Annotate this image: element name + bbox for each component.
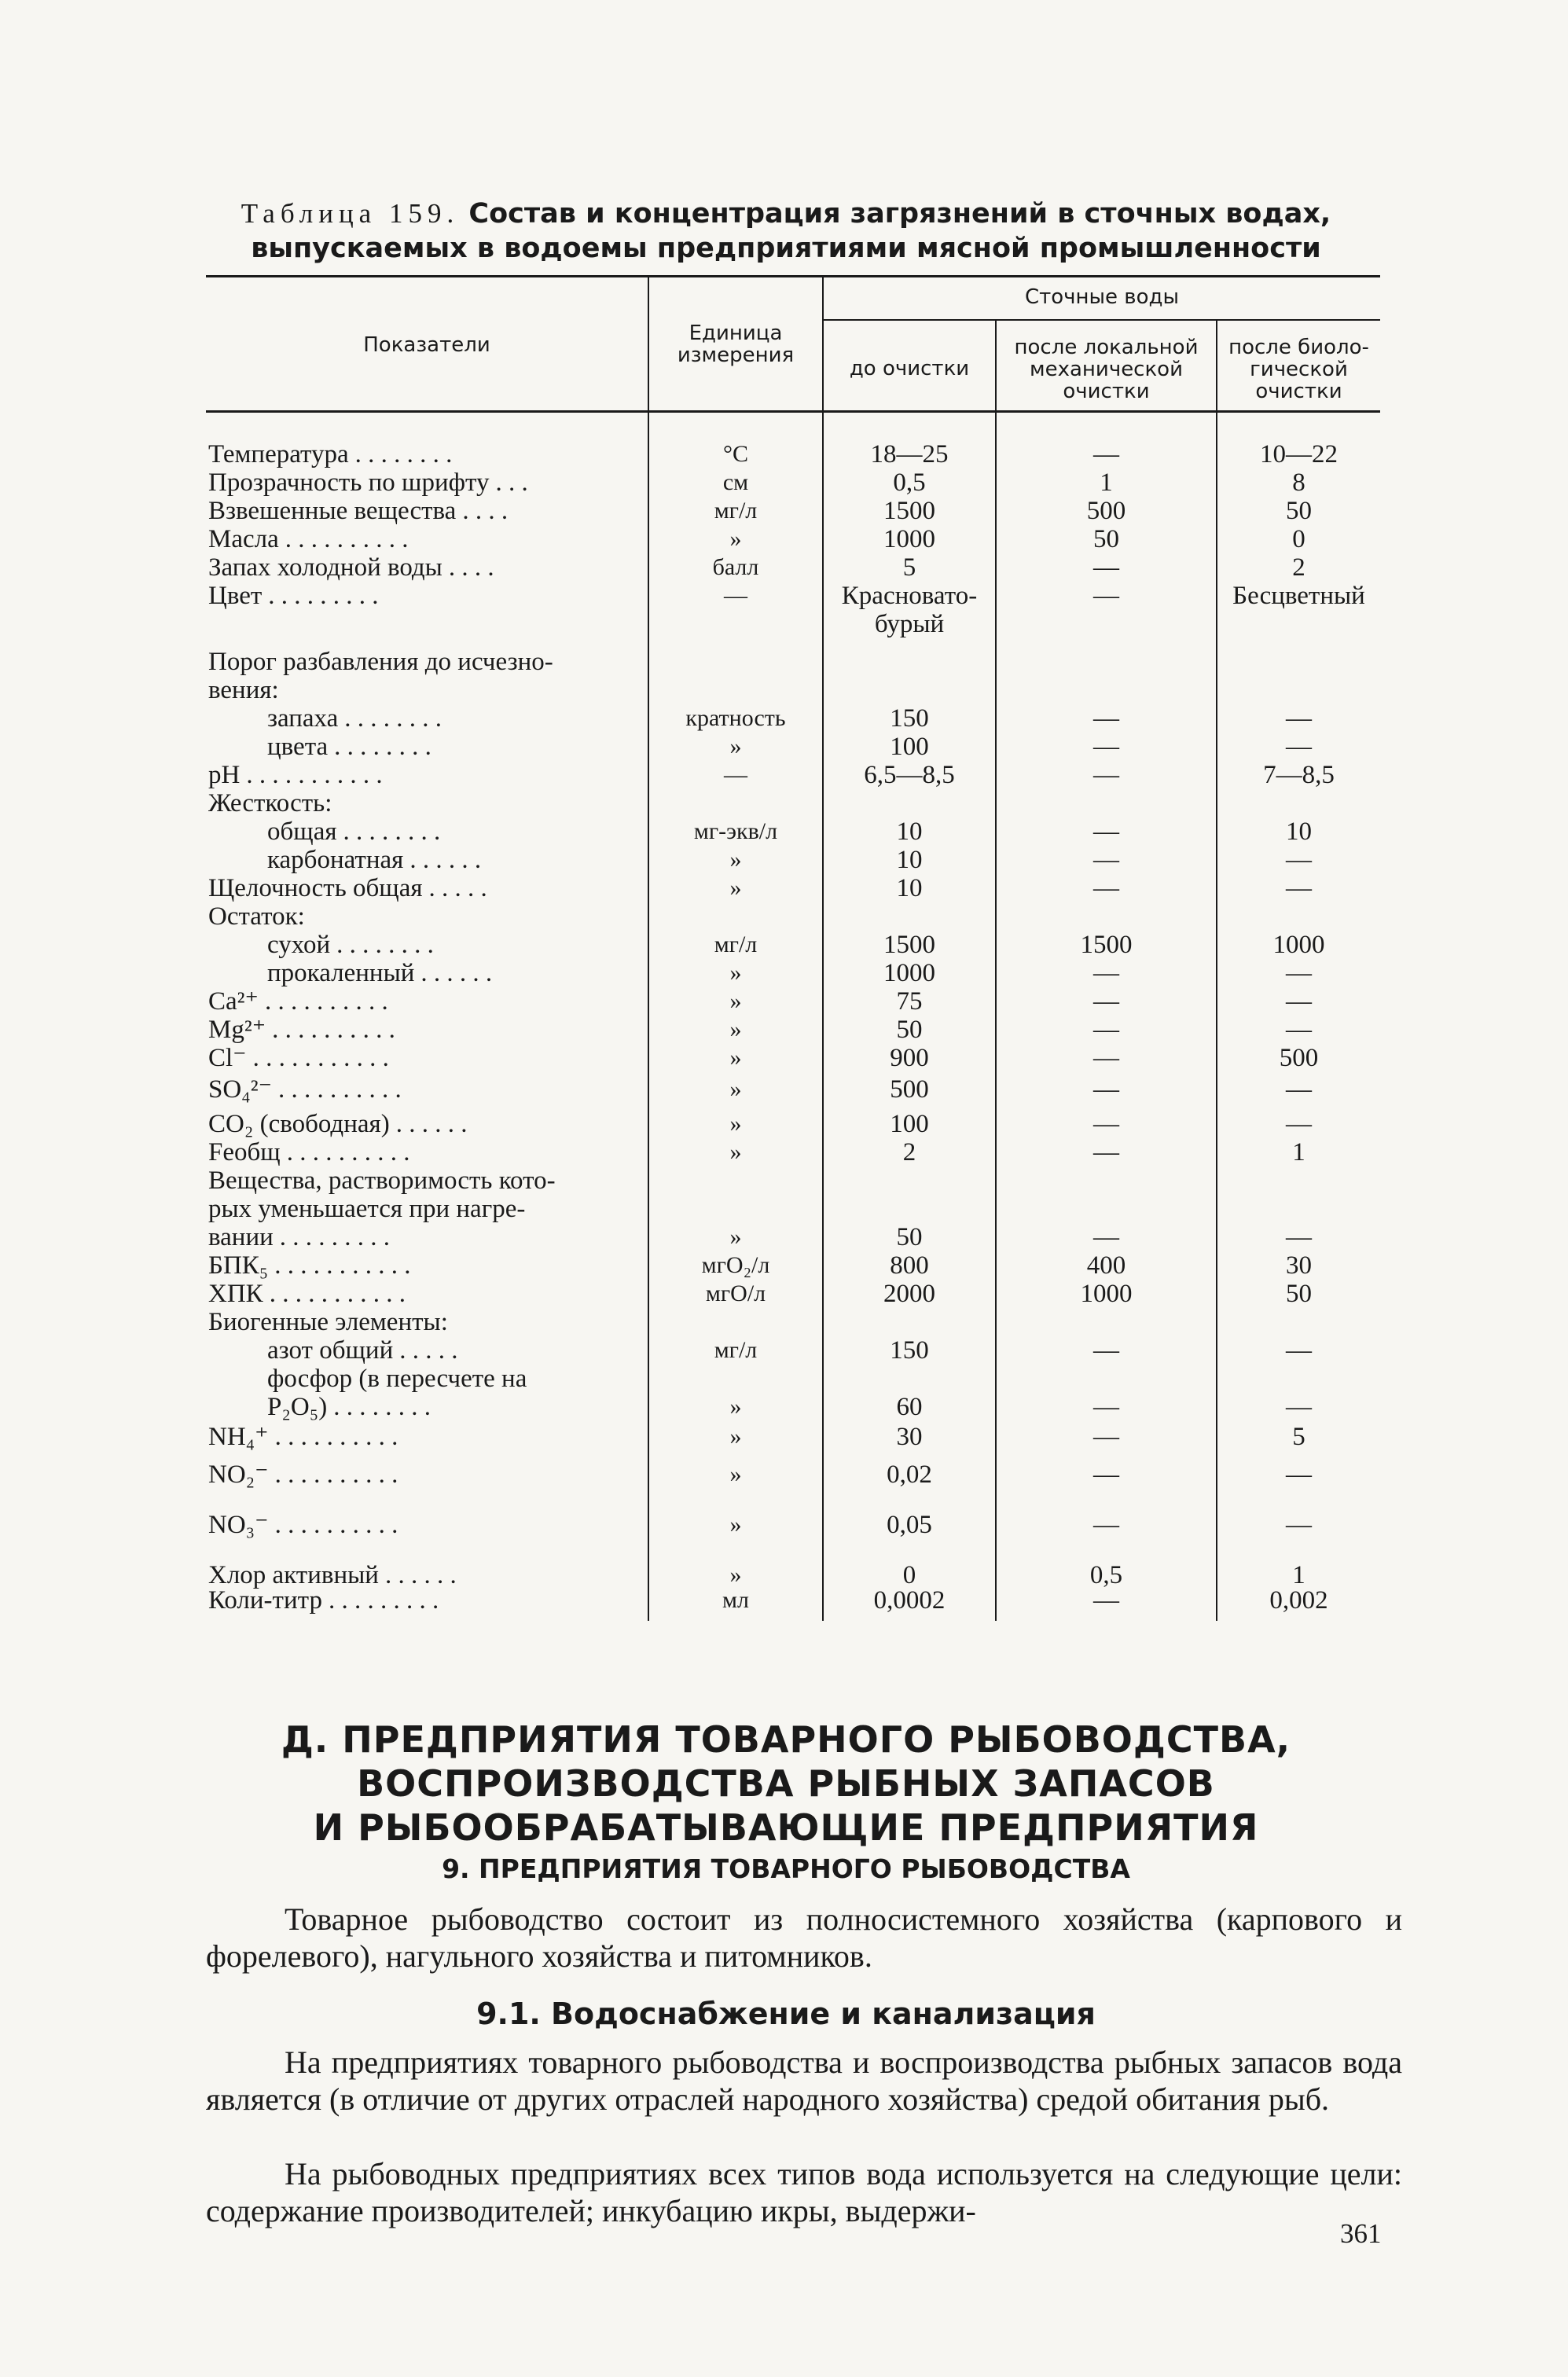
cell-local: 50 <box>1093 525 1119 553</box>
cell-before: 150 <box>890 1336 929 1365</box>
cell-local: — <box>1093 1336 1119 1365</box>
cell-before: 2 <box>902 1138 916 1166</box>
row-indicator-name: цвета <box>267 733 329 761</box>
row-leader-dots: . . . . . . <box>409 846 482 874</box>
row-leader-dots: . . . . . . . . . . <box>285 525 409 553</box>
row-indicator <box>208 874 644 902</box>
paragraph-1: Товарное рыбоводство состоит из полносистемного хозяйства (карпового и форелевого), нагульного хозяйства и питомников. <box>206 1901 1402 1974</box>
cell-bio: 10—22 <box>1260 440 1338 468</box>
cell-unit: » <box>729 847 742 873</box>
cell-before: 18—25 <box>870 440 949 468</box>
cell-unit: кратность <box>685 705 786 731</box>
row-indicator-name: вании <box>208 1223 274 1251</box>
cell-before: 1500 <box>883 497 935 525</box>
row-indicator <box>208 1223 644 1251</box>
row-indicator <box>208 1308 644 1336</box>
cell-unit: » <box>729 733 742 759</box>
cell-unit: мг/л <box>714 1337 758 1363</box>
cell-before: 60 <box>896 1393 923 1421</box>
cell-bio: 30 <box>1286 1251 1312 1280</box>
cell-unit: » <box>729 1224 742 1250</box>
cell-bio: — <box>1286 1075 1312 1104</box>
row-indicator <box>208 1460 644 1489</box>
cell-local: — <box>1093 582 1119 610</box>
row-leader-dots: . . . . . . . . <box>343 817 441 846</box>
cell-before: 1500 <box>883 931 935 959</box>
header-unit <box>649 322 822 366</box>
cell-before: бурый <box>874 610 945 638</box>
cell-local: — <box>1093 761 1119 789</box>
header-bio-treatment <box>1217 336 1380 402</box>
row-indicator <box>267 817 644 846</box>
row-indicator-name: азот общий <box>267 1336 394 1365</box>
cell-local: — <box>1093 553 1119 582</box>
row-indicator-name: карбонатная <box>267 846 404 874</box>
row-indicator <box>267 1336 644 1365</box>
cell-local: — <box>1093 440 1119 468</box>
row-indicator <box>208 440 644 468</box>
header-before-treatment: до очистки <box>849 357 970 380</box>
row-indicator-name: сухой <box>267 931 331 959</box>
row-indicator <box>208 1110 644 1138</box>
cell-local: — <box>1093 1393 1119 1421</box>
section-title-line1: Д. ПРЕДПРИЯТИЯ ТОВАРНОГО РЫБОВОДСТВА, <box>281 1718 1291 1761</box>
cell-before: 10 <box>896 817 923 846</box>
cell-bio: 5 <box>1292 1423 1305 1451</box>
cell-bio: 8 <box>1292 468 1305 497</box>
cell-bio: — <box>1286 959 1312 987</box>
row-leader-dots: . . . . . <box>399 1336 458 1365</box>
cell-before: 5 <box>902 553 916 582</box>
subsection-title-9-1: 9.1. Водоснабжение и канализация <box>476 1997 1096 2031</box>
paragraph-3: На рыбоводных предприятиях всех типов вода используется на следующие цели: содержание производителей; инкубацию икры, выдержи- <box>206 2156 1402 2228</box>
caption-line2: выпускаемых в водоемы предприятиями мясной промышленности <box>251 233 1321 264</box>
cell-unit: » <box>729 1076 742 1102</box>
row-indicator-name: Остаток: <box>208 902 305 931</box>
row-leader-dots: . . . . . . . . <box>336 931 434 959</box>
row-indicator-name: Ca²⁺ <box>208 987 259 1016</box>
cell-bio: 10 <box>1286 817 1312 846</box>
row-indicator <box>208 676 644 704</box>
header-unit-line1: Единица <box>689 321 783 345</box>
cell-before: 75 <box>896 987 923 1016</box>
cell-bio: — <box>1286 1460 1312 1489</box>
cell-bio: — <box>1286 1110 1312 1138</box>
cell-bio: — <box>1286 1336 1312 1365</box>
row-indicator-name: Температура <box>208 440 349 468</box>
header-wastewater: Сточные воды <box>1024 285 1180 309</box>
row-indicator <box>208 761 644 789</box>
table-top-rule <box>206 275 1380 277</box>
cell-bio: — <box>1286 704 1312 733</box>
cell-unit: балл <box>712 554 759 580</box>
cell-unit: » <box>729 960 742 986</box>
row-leader-dots: . . . . . . . . . . <box>274 1511 398 1539</box>
cell-bio: — <box>1286 733 1312 761</box>
cell-unit: °C <box>722 441 748 467</box>
cell-before: 150 <box>890 704 929 733</box>
row-indicator <box>267 1365 644 1393</box>
cell-unit: » <box>729 1111 742 1137</box>
cell-local: 1 <box>1100 468 1113 497</box>
row-indicator <box>267 846 644 874</box>
cell-bio: 500 <box>1279 1044 1319 1072</box>
row-indicator-name: рых уменьшается при нагре- <box>208 1195 526 1223</box>
row-indicator <box>267 931 644 959</box>
cell-bio: 0,002 <box>1269 1586 1328 1615</box>
row-indicator-name: БПК₅ <box>208 1251 269 1280</box>
row-indicator-name: Коли-титр <box>208 1586 322 1615</box>
header-unit-line2: измерения <box>677 344 795 367</box>
row-indicator <box>267 959 644 987</box>
row-indicator-name: Вещества, растворимость кото- <box>208 1166 556 1195</box>
row-indicator-name: ХПК <box>208 1280 263 1308</box>
row-indicator <box>208 1251 644 1280</box>
cell-local: — <box>1093 1044 1119 1072</box>
section-title-line3: И РЫБООБРАБАТЫВАЮЩИЕ ПРЕДПРИЯТИЯ <box>313 1806 1259 1849</box>
header-bio-line2: гической <box>1250 358 1348 381</box>
cell-local: — <box>1093 874 1119 902</box>
cell-local: 0,5 <box>1089 1561 1123 1589</box>
row-indicator <box>208 1138 644 1166</box>
row-indicator-name: Feобщ <box>208 1138 281 1166</box>
cell-unit: » <box>729 1461 742 1487</box>
row-indicator-name: SO₄²⁻ <box>208 1075 273 1104</box>
paragraph-2: На предприятиях товарного рыбоводства и воспроизводства рыбных запасов вода является (в отличие от других отраслей народного хозяйства) средой обитания рыб. <box>206 2045 1402 2117</box>
row-leader-dots: . . . . . . . . . . <box>272 1016 395 1044</box>
row-indicator <box>208 1561 644 1589</box>
cell-local: — <box>1093 704 1119 733</box>
row-indicator <box>208 1166 644 1195</box>
cell-unit: » <box>729 1394 742 1420</box>
row-indicator <box>208 1016 644 1044</box>
cell-before: 50 <box>896 1223 923 1251</box>
row-indicator <box>208 468 644 497</box>
caption-line1: Состав и концентрация загрязнений в сточных водах, <box>468 198 1331 230</box>
row-indicator-name: Жесткость: <box>208 789 332 817</box>
cell-bio: — <box>1286 1016 1312 1044</box>
row-leader-dots: . . . . . . . . . . <box>278 1075 402 1104</box>
row-indicator-name: Цвет <box>208 582 263 610</box>
row-indicator-name: Прозрачность по шрифту <box>208 468 490 497</box>
cell-local: 1500 <box>1080 931 1133 959</box>
row-indicator-name: NO₂⁻ <box>208 1460 269 1489</box>
cell-unit: » <box>729 1424 742 1449</box>
cell-local: — <box>1093 1075 1119 1104</box>
row-indicator <box>208 1280 644 1308</box>
row-indicator <box>208 1423 644 1451</box>
row-indicator-name: Взвешенные вещества <box>208 497 457 525</box>
cell-unit: мг-экв/л <box>693 818 778 844</box>
cell-bio: — <box>1286 1511 1312 1539</box>
header-local-line2: механической <box>1030 358 1183 381</box>
cell-unit: мл <box>722 1587 749 1613</box>
row-leader-dots: . . . . . . . . . . <box>286 1138 410 1166</box>
row-leader-dots: . . . . . . . . <box>344 704 442 733</box>
row-indicator <box>267 1393 644 1421</box>
row-indicator <box>208 987 644 1016</box>
row-leader-dots: . . . . . . . . . . . <box>252 1044 389 1072</box>
row-leader-dots: . . . . . <box>428 874 487 902</box>
cell-before: 0,02 <box>887 1460 932 1489</box>
row-indicator <box>208 1511 644 1539</box>
cell-local: — <box>1093 1586 1119 1615</box>
row-indicator <box>208 553 644 582</box>
row-leader-dots: . . . . . . <box>395 1110 468 1138</box>
page-number: 361 <box>1340 2218 1382 2249</box>
cell-unit: » <box>729 526 742 552</box>
row-indicator-name: pH <box>208 761 241 789</box>
cell-bio: 0 <box>1292 525 1305 553</box>
cell-unit: — <box>724 762 747 788</box>
cell-unit: » <box>729 1512 742 1538</box>
row-indicator <box>208 497 644 525</box>
row-indicator-name: фосфор (в пересчете на <box>267 1365 527 1393</box>
cell-local: 1000 <box>1080 1280 1133 1308</box>
row-indicator-name: запаха <box>267 704 339 733</box>
cell-bio: — <box>1286 1393 1312 1421</box>
row-leader-dots: . . . . <box>462 497 509 525</box>
cell-bio: — <box>1286 846 1312 874</box>
cell-before: 0,5 <box>893 468 926 497</box>
cell-bio: 1 <box>1292 1561 1305 1589</box>
cell-local: — <box>1093 846 1119 874</box>
cell-local: — <box>1093 733 1119 761</box>
row-leader-dots: . . . . . . . . . . . <box>246 761 383 789</box>
cell-before: 1000 <box>883 525 935 553</box>
row-indicator <box>267 704 644 733</box>
cell-bio: — <box>1286 1223 1312 1251</box>
row-indicator-name: прокаленный <box>267 959 415 987</box>
cell-bio: 1 <box>1292 1138 1305 1166</box>
row-indicator <box>208 789 644 817</box>
row-leader-dots: . . . . . . . . . <box>268 582 379 610</box>
cell-unit: см <box>722 469 749 495</box>
cell-bio: 50 <box>1286 1280 1312 1308</box>
cell-bio: 1000 <box>1272 931 1325 959</box>
cell-local: — <box>1093 1110 1119 1138</box>
row-leader-dots: . . . . <box>448 553 494 582</box>
row-indicator-name: Биогенные элементы: <box>208 1308 448 1336</box>
row-indicator <box>208 1195 644 1223</box>
table-caption <box>204 197 1368 266</box>
row-leader-dots: . . . . . . . . . . <box>264 987 388 1016</box>
header-local-line3: очистки <box>1063 380 1150 403</box>
row-indicator-name: NO₃⁻ <box>208 1511 269 1539</box>
header-local-treatment <box>997 336 1216 402</box>
row-indicator <box>208 1044 644 1072</box>
cell-bio: Бесцветный <box>1232 582 1365 610</box>
row-indicator <box>208 1586 644 1615</box>
cell-before: Красновато- <box>841 582 978 610</box>
header-local-line1: после локальной <box>1014 336 1199 359</box>
row-leader-dots: . . . . . . <box>384 1561 457 1589</box>
cell-local: — <box>1093 817 1119 846</box>
row-indicator-name: Щелочность общая <box>208 874 423 902</box>
cell-before: 800 <box>890 1251 929 1280</box>
header-bottom-rule <box>206 410 1380 413</box>
cell-local: — <box>1093 1511 1119 1539</box>
cell-before: 500 <box>890 1075 929 1104</box>
cell-unit: мгО/л <box>705 1280 766 1306</box>
row-indicator-name: общая <box>267 817 337 846</box>
wastewater-group-rule <box>824 319 1380 321</box>
cell-bio: 50 <box>1286 497 1312 525</box>
row-indicator-name: вения: <box>208 676 279 704</box>
subsection-title-9: 9. ПРЕДПРИЯТИЯ ТОВАРНОГО РЫБОВОДСТВА <box>442 1853 1130 1884</box>
row-leader-dots: . . . <box>495 468 528 497</box>
cell-before: 0 <box>902 1561 916 1589</box>
row-indicator-name: Mg²⁺ <box>208 1016 266 1044</box>
row-indicator-name: Хлор активный <box>208 1561 379 1589</box>
row-indicator-name: CO₂ (свободная) <box>208 1110 390 1138</box>
cell-local: — <box>1093 987 1119 1016</box>
row-leader-dots: . . . . . . . . . . <box>274 1423 398 1451</box>
row-leader-dots: . . . . . . . . . . . <box>274 1251 411 1280</box>
row-indicator-name: Запах холодной воды <box>208 553 442 582</box>
cell-unit: мгО₂/л <box>701 1252 770 1278</box>
cell-before: 2000 <box>883 1280 935 1308</box>
cell-bio: 7—8,5 <box>1263 761 1335 789</box>
cell-bio: — <box>1286 987 1312 1016</box>
row-indicator-name: P₂O₅) <box>267 1393 328 1421</box>
row-indicator <box>208 525 644 553</box>
cell-local: — <box>1093 1016 1119 1044</box>
cell-unit: » <box>729 1045 742 1071</box>
row-indicator <box>208 582 644 610</box>
cell-before: 0,0002 <box>873 1586 946 1615</box>
cell-local: 500 <box>1086 497 1126 525</box>
cell-before: 10 <box>896 874 923 902</box>
row-leader-dots: . . . . . . . . . <box>328 1586 439 1615</box>
cell-before: 0,05 <box>887 1511 932 1539</box>
cell-unit: — <box>724 582 747 608</box>
header-indicator: Показатели <box>363 333 490 357</box>
row-leader-dots: . . . . . . . . <box>333 1393 431 1421</box>
cell-unit: » <box>729 1016 742 1042</box>
section-title <box>181 1718 1391 1850</box>
row-leader-dots: . . . . . . . . . . . <box>269 1280 406 1308</box>
cell-before: 30 <box>896 1423 923 1451</box>
row-indicator-name: Масла <box>208 525 279 553</box>
row-indicator <box>208 1075 644 1104</box>
cell-unit: » <box>729 988 742 1014</box>
cell-unit: » <box>729 875 742 901</box>
cell-before: 6,5—8,5 <box>864 761 955 789</box>
row-indicator <box>208 902 644 931</box>
cell-before: 900 <box>890 1044 929 1072</box>
cell-unit: мг/л <box>714 498 758 524</box>
row-leader-dots: . . . . . . . . <box>354 440 453 468</box>
cell-bio: — <box>1286 874 1312 902</box>
cell-local: 400 <box>1086 1251 1126 1280</box>
row-indicator <box>208 648 644 676</box>
caption-label: Таблица 159. <box>241 198 460 229</box>
cell-before: 100 <box>890 733 929 761</box>
cell-before: 50 <box>896 1016 923 1044</box>
cell-unit: мг/л <box>714 931 758 957</box>
cell-before: 100 <box>890 1110 929 1138</box>
header-bio-line1: после биоло- <box>1228 336 1369 359</box>
row-leader-dots: . . . . . . <box>420 959 493 987</box>
cell-bio: 2 <box>1292 553 1305 582</box>
row-indicator-name: Cl⁻ <box>208 1044 247 1072</box>
row-leader-dots: . . . . . . . . <box>334 733 431 761</box>
row-indicator-name: NH₄⁺ <box>208 1423 269 1451</box>
cell-local: — <box>1093 959 1119 987</box>
row-indicator <box>267 733 644 761</box>
cell-local: — <box>1093 1423 1119 1451</box>
cell-local: — <box>1093 1138 1119 1166</box>
cell-unit: » <box>729 1562 742 1588</box>
section-title-line2: ВОСПРОИЗВОДСТВА РЫБНЫХ ЗАПАСОВ <box>357 1762 1215 1805</box>
cell-unit: » <box>729 1139 742 1165</box>
header-bio-line3: очистки <box>1255 380 1342 403</box>
cell-before: 1000 <box>883 959 935 987</box>
row-leader-dots: . . . . . . . . . . <box>274 1460 398 1489</box>
cell-local: — <box>1093 1460 1119 1489</box>
row-leader-dots: . . . . . . . . . <box>279 1223 391 1251</box>
row-indicator-name: Порог разбавления до исчезно- <box>208 648 553 676</box>
cell-local: — <box>1093 1223 1119 1251</box>
cell-before: 10 <box>896 846 923 874</box>
